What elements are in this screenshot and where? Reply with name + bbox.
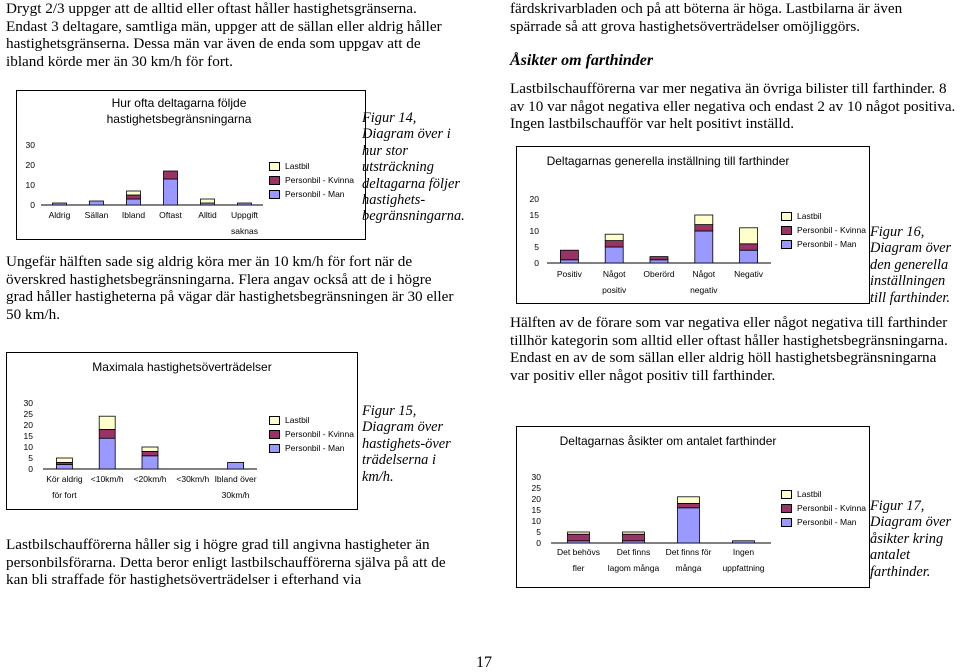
legend-label: Lastbil [797, 489, 822, 499]
legend-label: Personbil - Man [285, 189, 345, 199]
bar-segment [650, 260, 668, 263]
chart-legend [781, 209, 866, 251]
caption-figure-15: Figur 15, Diagram över hastighets-över trädelserna i km/h. [362, 403, 451, 485]
category-label: Sällan [84, 210, 109, 220]
legend-item [781, 501, 866, 515]
category-label: fler [572, 563, 585, 573]
y-tick-label: 20 [25, 160, 35, 170]
y-tick-label: 25 [531, 483, 541, 493]
legend-swatch [781, 226, 792, 235]
chart-speed-compliance [16, 90, 366, 240]
chart-legend [269, 159, 354, 201]
chart-general-attitude [516, 146, 870, 304]
legend-swatch [781, 518, 792, 527]
legend-swatch [269, 444, 280, 453]
paragraph-tachograph: färdskrivarbladen och på att böterna är höga. Lastbilarna är även spärrade så att grova hastighetsöverträdelser omöjliggörs. [510, 0, 903, 35]
legend-swatch [269, 430, 280, 439]
category-label: Oftast [159, 210, 182, 220]
legend-item [269, 173, 354, 187]
y-tick-label: 5 [28, 453, 33, 463]
category-label: uppfattning [722, 563, 765, 573]
legend-label: Personbil - Man [797, 517, 857, 527]
category-label: negativ [690, 285, 718, 295]
category-label: Aldrig [48, 210, 71, 220]
bar-segment [695, 225, 713, 231]
bar-segment [164, 171, 178, 179]
bar-segment [56, 465, 72, 469]
y-tick-label: 10 [531, 516, 541, 526]
y-tick-label: 0 [30, 200, 35, 210]
bar-segment [623, 532, 645, 534]
bar-segment [127, 195, 141, 199]
category-label: Positiv [556, 269, 582, 279]
category-label: Uppgift [231, 210, 258, 220]
bar-segment [56, 458, 72, 462]
legend-label: Personbil - Kvinna [285, 429, 354, 439]
legend-item [781, 237, 866, 251]
bar-segment [560, 250, 578, 260]
y-tick-label: 30 [23, 398, 33, 408]
y-tick-label: 10 [529, 226, 539, 236]
chart-speed-bump-count [516, 426, 870, 588]
chart-title: Hur ofta deltagarna följde hastighetsbegränsningarna [106, 96, 252, 126]
legend-item [269, 441, 354, 455]
legend-swatch [781, 490, 792, 499]
legend-label: Lastbil [797, 211, 822, 221]
legend-label: Lastbil [285, 415, 310, 425]
bar-segment [605, 241, 623, 247]
legend-label: Personbil - Man [797, 239, 857, 249]
category-label: Kör aldrig [46, 474, 83, 484]
legend-item [269, 413, 354, 427]
paragraph-truck-drivers: Lastbilschaufförerna håller sig i högre grad till angivna hastigheter än personbilsförarna. Detta beror enligt lastbilschaufförerna själva på att de kan bli straffade för hastighetsöverträdelser i efterhand via [6, 536, 446, 589]
y-tick-label: 20 [529, 194, 539, 204]
legend-swatch [781, 212, 792, 221]
chart-legend [269, 413, 354, 455]
bar-segment [90, 201, 104, 205]
bar-segment [99, 438, 115, 469]
bar-segment [695, 231, 713, 263]
category-label: Det finns [616, 547, 651, 557]
category-label: <20km/h [133, 474, 167, 484]
bar-segment [238, 203, 252, 205]
caption-figure-17: Figur 17, Diagram över åsikter kring antalet farthinder. [870, 498, 952, 580]
category-label: Alltid [198, 210, 217, 220]
legend-label: Personbil - Kvinna [285, 175, 354, 185]
legend-item [269, 159, 354, 173]
category-label: <10km/h [90, 474, 124, 484]
bar-segment [560, 260, 578, 263]
category-label: Ibland [121, 210, 146, 220]
legend-item [269, 187, 354, 201]
bar-segment [99, 429, 115, 438]
chart-title: Deltagarnas generella inställning till farthinder [546, 154, 790, 168]
category-label: Det finns för [665, 547, 712, 557]
category-label: för fort [52, 490, 77, 500]
bar-segment [201, 199, 215, 203]
category-label: Något [602, 269, 626, 279]
chart-legend [781, 487, 866, 529]
legend-swatch [269, 162, 280, 171]
bar-segment [678, 497, 700, 504]
caption-figure-14: Figur 14, Diagram över i hur stor utsträckning deltagarna följer hastighets-begränsningarna. [362, 110, 465, 225]
legend-item [781, 515, 866, 529]
category-label: Negativ [734, 269, 764, 279]
page-number: 17 [476, 654, 492, 671]
bar-segment [142, 456, 158, 469]
bar-segment [678, 503, 700, 507]
y-tick-label: 0 [28, 464, 33, 474]
legend-item [269, 427, 354, 441]
bar-segment [142, 447, 158, 451]
y-tick-label: 20 [23, 420, 33, 430]
bar-segment [127, 191, 141, 195]
caption-figure-16: Figur 16, Diagram över den generella inställningen till farthinder. [870, 224, 952, 306]
legend-label: Personbil - Kvinna [797, 225, 866, 235]
legend-label: Personbil - Man [285, 443, 345, 453]
legend-swatch [781, 240, 792, 249]
paragraph-speed-bump-attitudes: Lastbilschaufförerna var mer negativa än övriga bilister till farthinder. 8 av 10 var något negativa eller negativa och endast 2 av 10 något positiva. Ingen lastbilschaufför var helt positivt inställd. [510, 80, 956, 133]
legend-swatch [269, 176, 280, 185]
legend-swatch [781, 504, 792, 513]
y-tick-label: 10 [23, 442, 33, 452]
paragraph-speed-compliance: Drygt 2/3 uppger att de alltid eller oftast håller hastighetsgränserna. Endast 3 deltagare, samtliga män, uppger att de sällan eller aldrig håller hastighetsgränserna. Dessa män var även de enda som uppgav att de ibland körde mer än 30 km/h för fort. [6, 0, 442, 70]
category-label: positiv [602, 285, 627, 295]
chart-title: Maximala hastighetsöverträdelser [92, 360, 272, 374]
y-tick-label: 5 [536, 527, 541, 537]
chart-title: Deltagarnas åsikter om antalet farthinder [559, 434, 777, 448]
legend-item [781, 487, 866, 501]
y-tick-label: 0 [534, 258, 539, 268]
bar-segment [228, 462, 244, 469]
bar-segment [740, 250, 758, 263]
bar-segment [605, 234, 623, 240]
legend-item [781, 223, 866, 237]
category-label: Något [692, 269, 716, 279]
bar-segment [733, 541, 755, 543]
chart-max-speed-violations [6, 352, 358, 510]
bar-segment [568, 534, 590, 541]
category-label: Oberörd [643, 269, 675, 279]
bar-segment [164, 179, 178, 205]
bar-segment [568, 532, 590, 534]
paragraph-negative-drivers: Hälften av de förare som var negativa eller något negativa till farthinder tillhör kategorin som alltid eller oftast håller hastighetsbegränsningarna. Endast en av de som sällan eller aldrig höll hastighetsbegränsningarna var positiv eller något positiv till farthinder. [510, 314, 948, 384]
y-tick-label: 5 [534, 242, 539, 252]
y-tick-label: 10 [25, 180, 35, 190]
y-tick-label: 15 [531, 505, 541, 515]
bar-segment [53, 203, 67, 205]
bar-segment [623, 534, 645, 541]
y-tick-label: 15 [23, 431, 33, 441]
category-label: lagom många [607, 563, 660, 573]
category-label: saknas [231, 226, 258, 236]
section-heading: Åsikter om farthinder [510, 52, 654, 69]
bar-segment [695, 215, 713, 225]
category-label: Det behövs [557, 547, 600, 557]
y-tick-label: 20 [531, 494, 541, 504]
bar-segment [605, 247, 623, 263]
bar-segment [142, 451, 158, 455]
legend-label: Lastbil [285, 161, 310, 171]
legend-label: Personbil - Kvinna [797, 503, 866, 513]
bar-segment [650, 257, 668, 260]
paragraph-max-violations: Ungefär hälften sade sig aldrig köra mer än 10 km/h för fort när de överskred hastighetsbegränsningarna. Flera angav också att de i högre grad håller hastigheterna på vägar där hastighetsbegränsningen är 30 eller 50 km/h. [6, 253, 454, 323]
bar-segment [678, 508, 700, 543]
y-tick-label: 15 [529, 210, 539, 220]
legend-swatch [269, 416, 280, 425]
legend-item [781, 209, 866, 223]
category-label: <30km/h [176, 474, 210, 484]
y-tick-label: 30 [25, 140, 35, 150]
category-label: Ibland över [214, 474, 257, 484]
bar-segment [99, 416, 115, 429]
y-tick-label: 30 [531, 472, 541, 482]
bar-segment [127, 199, 141, 205]
category-label: 30km/h [221, 490, 250, 500]
y-tick-label: 0 [536, 538, 541, 548]
category-label: många [675, 563, 702, 573]
category-label: Ingen [732, 547, 755, 557]
legend-swatch [269, 190, 280, 199]
y-tick-label: 25 [23, 409, 33, 419]
bar-segment [740, 244, 758, 250]
bar-segment [740, 228, 758, 244]
